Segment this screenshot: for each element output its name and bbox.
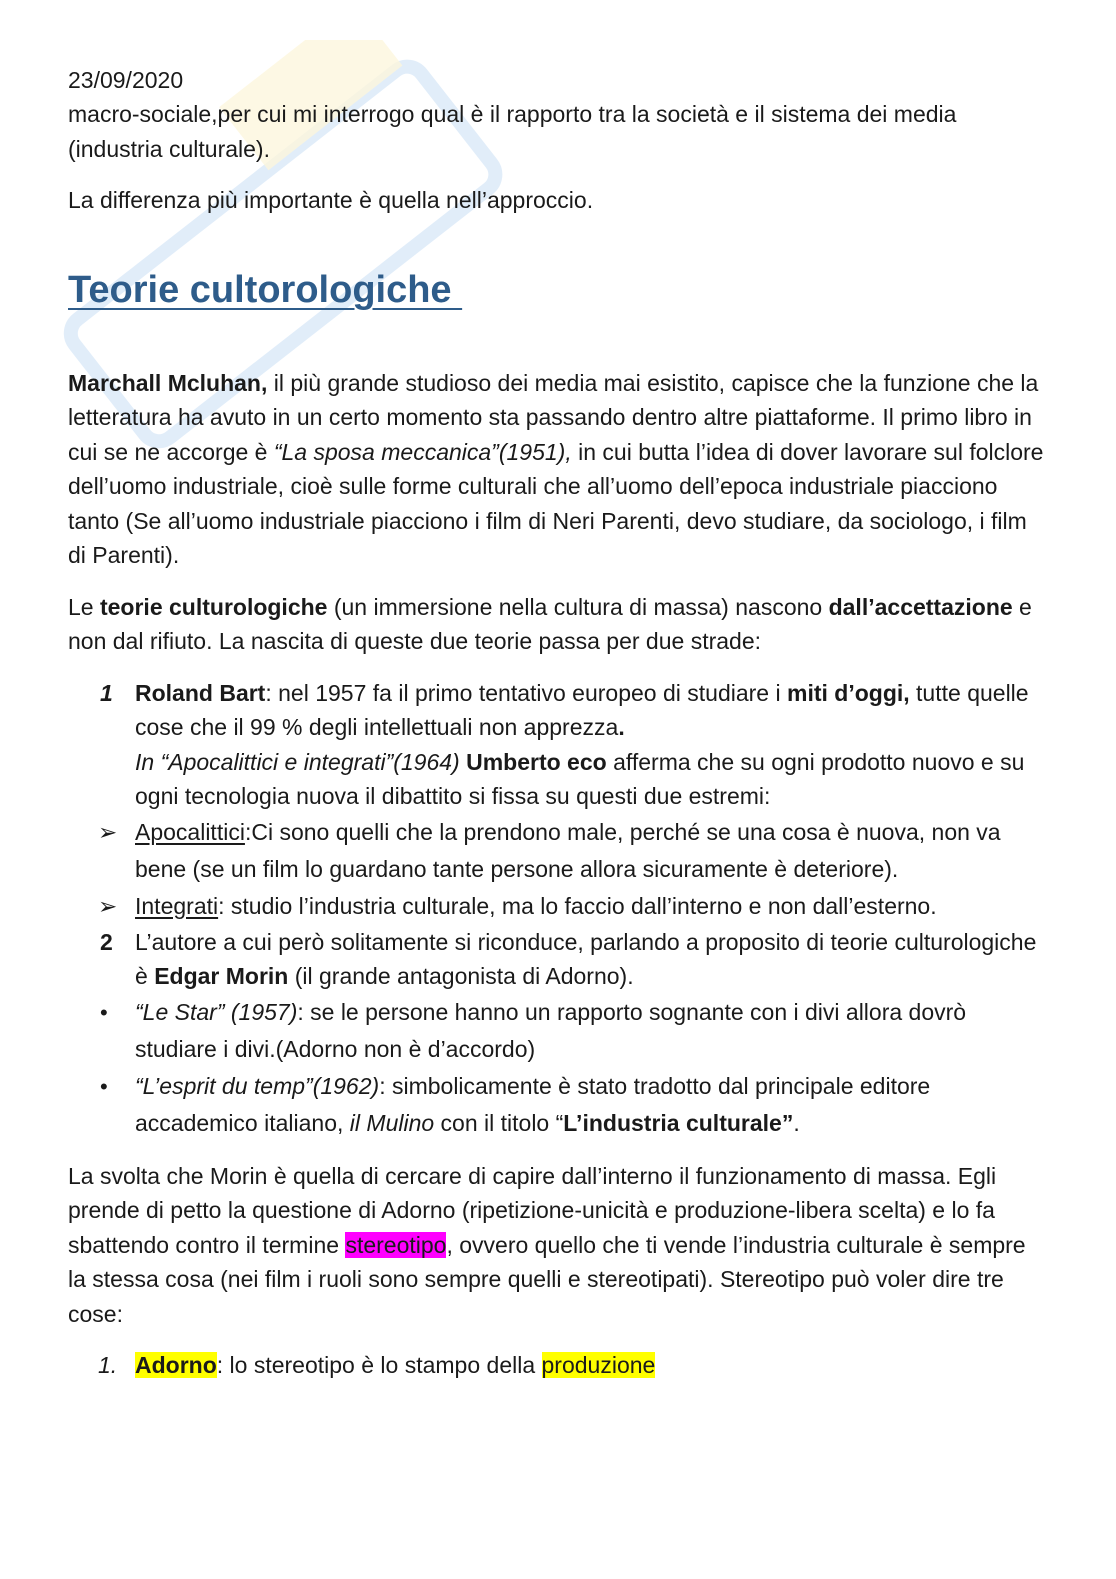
bullet-icon: •	[100, 999, 108, 1025]
book-title: “La sposa meccanica”(1951),	[273, 438, 572, 465]
bullet-icon: •	[100, 1073, 108, 1099]
intro-paragraph: macro-sociale,per cui mi interrogo qual è il rapporto tra la società e il sistema dei media (industria culturale).	[68, 101, 957, 162]
list-number: 2	[100, 928, 113, 955]
list-item: 1 Roland Bart: nel 1957 fa il primo tentativo europeo di studiare i miti d’oggi, tutte quelle cose che il 99 % degli intellettuali non apprezza. In “Apocalittici e integrati”(1964) Umberto eco afferma che su ogni prodotto nuovo e su ogni tecnologia nuova il dibattito si fissa su questi due estremi:	[68, 676, 1048, 814]
list-item: ➢ Apocalittici:Ci sono quelli che la prendono male, perché se una cosa è nuova, non va bene (se un film lo guardano tante persone allora sicuramente è deteriore).	[68, 814, 1048, 888]
list-item: • “Le Star” (1957): se le persone hanno un rapporto sognante con i divi allora dovrò studiare i divi.(Adorno non è d’accordo)	[68, 994, 1048, 1068]
list-item: ➢ Integrati: studio l’industria culturale, ma lo faccio dall’interno e non dall’esterno.	[68, 888, 1048, 925]
list-item: 2 L’autore a cui però solitamente si riconduce, parlando a proposito di teorie culturologiche è Edgar Morin (il grande antagonista di Adorno).	[68, 925, 1048, 994]
highlighted-name: Adorno	[135, 1352, 217, 1378]
document-date: 23/09/2020	[68, 67, 184, 93]
section-heading: Teorie cultorologiche	[68, 268, 463, 311]
stereotype-list	[68, 1348, 1048, 1383]
arrow-bullet-icon: ➢	[98, 892, 118, 919]
document-page	[68, 64, 1048, 1383]
approach-paragraph: La differenza più importante è quella nell’approccio.	[68, 187, 594, 213]
teorie-paragraph: Le teorie culturologiche (un immersione nella cultura di massa) nascono dall’accettazione e non dal rifiuto. La nascita di queste due teorie passa per due strade:	[68, 593, 1032, 654]
authors-list	[68, 676, 1048, 1142]
list-number: 1	[100, 679, 113, 706]
list-item: • “L’esprit du temp”(1962): simbolicamente è stato tradotto dal principale editore accademico italiano, il Mulino con il titolo “L’industria culturale”.	[68, 1068, 1048, 1142]
mcluhan-paragraph: Marchall Mcluhan, il più grande studioso dei media mai esistito, capisce che la funzione che la letteratura ha avuto in un certo momento sta passando dentro altre piattaforme. Il primo libro in cui se ne accorge è “La sposa meccanica”(1951), in cui butta l’idea di dover lavorare sul folclore dell’uomo industriale, cioè sulle forme culturali che all’uomo dell’epoca industriale piacciono tanto (Se all’uomo industriale piacciono i film di Neri Parenti, devo studiare, da sociologo, i film di Parenti).	[68, 369, 1044, 568]
highlighted-term: produzione	[541, 1352, 656, 1378]
list-item: 1. Adorno: lo stereotipo è lo stampo della produzione	[68, 1348, 1048, 1383]
morin-paragraph: La svolta che Morin è quella di cercare di capire dall’interno il funzionamento di massa. Egli prende di petto la questione di Adorno (ripetizione-unicità e produzione-libera scelta) e lo fa sbattendo contro il termine stereotipo, ovvero quello che ti vende l’industria culturale è sempre la stessa cosa (nei film i ruoli sono sempre quelli e stereotipati). Stereotipo può voler dire tre cose:	[68, 1162, 1026, 1327]
arrow-bullet-icon: ➢	[98, 818, 118, 845]
list-number: 1.	[98, 1352, 118, 1378]
highlighted-term: stereotipo	[345, 1231, 447, 1258]
author-name: Marchall Mcluhan,	[68, 369, 268, 396]
